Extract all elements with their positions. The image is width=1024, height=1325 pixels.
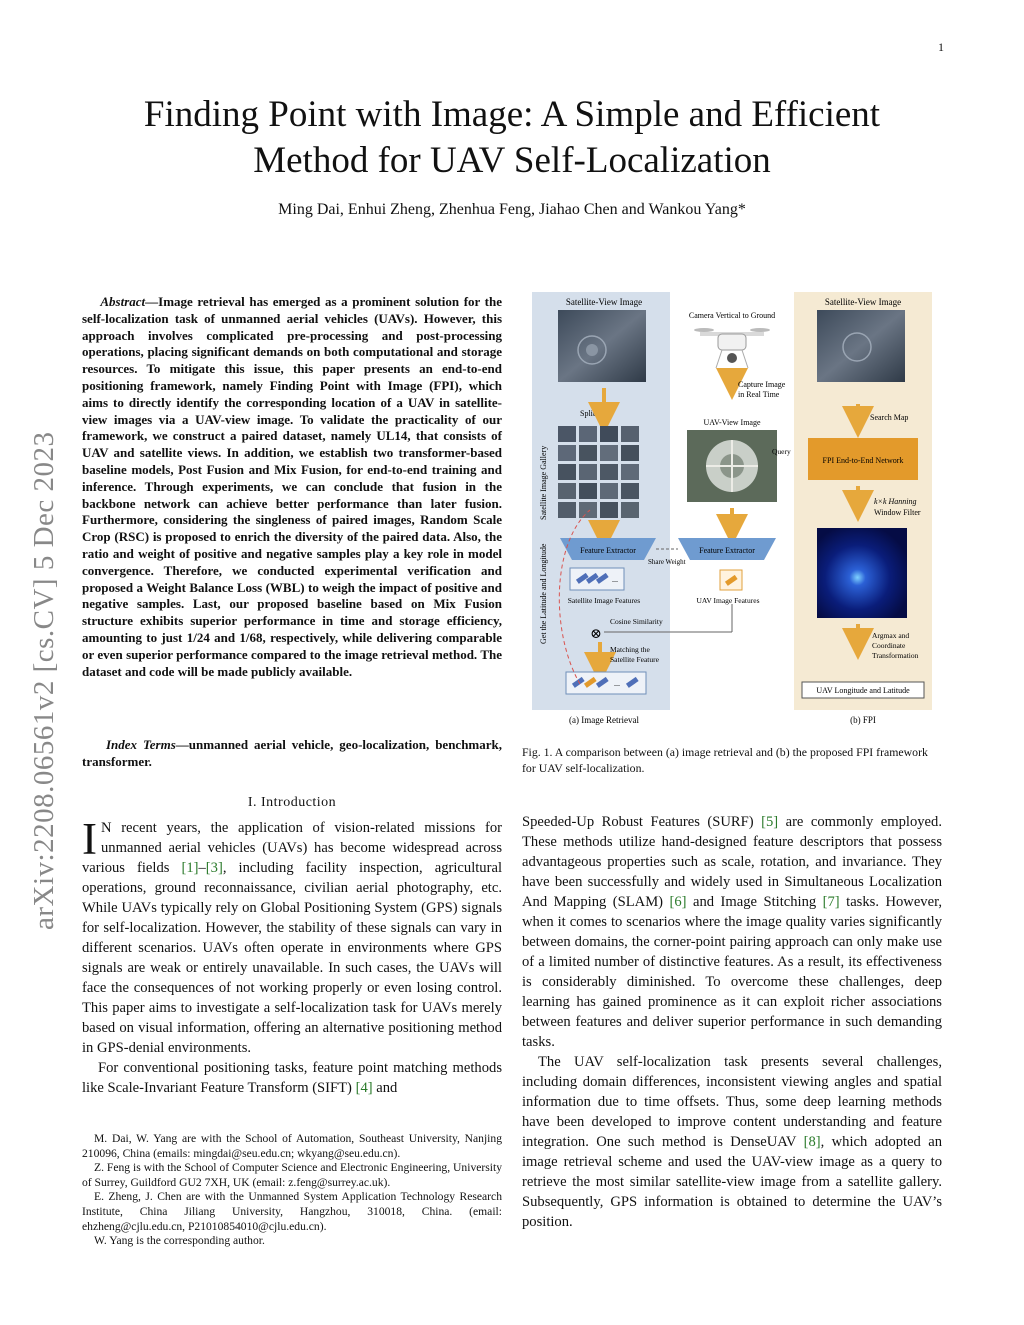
svg-text:Feature Extractor: Feature Extractor	[699, 546, 755, 555]
intro-column	[82, 814, 502, 1098]
right-paragraph-2: The UAV self-localization task presents several challenges, including domain differences, inconsistent viewing angles and spatial information due to time offsets. Thus, some deep learning methods have been developed to improve content understanding and feature integration. One such method is DenseUAV [8], which adopted an image retrieval scheme and used the UAV-view image as a query to retrieve the most similar satellite-view image from a satellite gallery. Subsequently, GPS information is obtained to determine the UAV’s position.	[522, 1054, 942, 1230]
capture-label-1: Capture Image	[738, 380, 786, 389]
citation-link[interactable]: [5]	[761, 814, 779, 830]
matching-label-2: Satellite Feature	[610, 655, 659, 664]
camera-label: Camera Vertical to Ground	[688, 311, 776, 320]
split-label: Split	[580, 409, 596, 418]
authors: Ming Dai, Enhui Zheng, Zhenhua Feng, Jiahao Chen and Wankou Yang*	[278, 201, 746, 218]
index-terms-label: Index Terms	[105, 737, 176, 752]
footnotes	[82, 1132, 502, 1249]
argmax-label-2: Coordinate	[872, 641, 906, 650]
section-heading: I. Introduction	[247, 795, 337, 810]
intro-paragraph-2: For conventional positioning tasks, feature point matching methods like Scale-Invariant Feature Transform (SIFT) [4] and	[82, 1060, 502, 1096]
cosine-label: Cosine Similarity	[610, 617, 663, 626]
gallery-label: Satellite Image Gallery	[539, 445, 548, 520]
paper-title	[60, 92, 964, 184]
figure-diagram	[532, 292, 932, 732]
footnote: Z. Feng is with the School of Computer Science and Electronic Engineering, University of Surrey, Guildford GU2 7XH, UK (email: z.feng@surrey.ac.uk).	[82, 1161, 502, 1189]
citation-link[interactable]: [4]	[355, 1080, 373, 1096]
label-b: (b) FPI	[850, 715, 876, 725]
hanning-label-1: k×k Hanning	[874, 497, 917, 506]
index-terms-text: —unmanned aerial vehicle, geo-localization, benchmark, transformer.	[82, 737, 503, 769]
index-terms	[82, 737, 502, 771]
footnote: E. Zheng, J. Chen are with the Unmanned System Application Technology Research Institute, China Jiliang University, Hangzhou, 310018, China. (email: ehzheng@cjlu.edu.cn, P21010854010@cjlu.edu.cn).	[82, 1190, 502, 1233]
uav-view-label: UAV-View Image	[703, 418, 761, 427]
title-line-1: Finding Point with Image: A Simple and Efficient	[143, 94, 881, 135]
matching-label-1: Matching the	[610, 645, 650, 654]
drop-cap: I	[82, 814, 97, 864]
sat-view-label-a: Satellite-View Image	[565, 297, 643, 307]
label-a: (a) Image Retrieval	[569, 715, 639, 725]
share-weight-label: Share Weight	[648, 558, 686, 566]
abstract-text: —Image retrieval has emerged as a prominent solution for the self-localization task of unmanned aerial vehicles (UAVs). However, this approach involves complicated pre-processing and post-processing operations, placing significant demands on both computational and storage resources. To mitigate this issue, this paper presents an end-to-end positioning framework, namely Finding Point with Image (FPI), which aims to directly identify the corresponding location of a UAV in satellite-view images via a UAV-view image. To validate the practicality of our framework, we construct a paired dataset, namely UL14, that consists of UAV and satellite views. In addition, we establish two transformer-based baseline models, Post Fusion and Mix Fusion, for end-to-end training and inference. Through experiments, we can conclude that fusion in the backbone network can achieve better performance than later fusion. Furthermore, considering the singleness of paired images, Random Scale Crop (RSC) is proposed to enrich the diversity of the paired data. Also, the ratio and weight of positive and negative samples play a key role in model convergence. Therefore, we conducted experimental verification and proposed a Weight Balance Loss (WBL) to weigh the impact of positive and negative samples. Last, our proposed baseline based on Mix Fusion structure exhibits superior performance in time and storage efficiency, amounting to just 1/24 and 1/68, respectively, while delivering comparable or even superior performance compared to the image retrieval method. The dataset and code will be made publicly available.	[82, 294, 503, 679]
sat-view-label-b: Satellite-View Image	[824, 297, 902, 307]
right-column	[522, 812, 942, 1232]
svg-text:...: ...	[614, 679, 620, 688]
figure-caption: Fig. 1. A comparison between (a) image retrieval and (b) the proposed FPI framework for UAV self-localization.	[522, 745, 928, 775]
citation-link[interactable]: [3]	[205, 860, 223, 876]
svg-text:...: ...	[612, 575, 618, 584]
page-number: 1	[938, 40, 944, 54]
latlon-vertical-label: Get the Latitude and Longitude	[539, 543, 548, 644]
satellite-image-b	[817, 310, 905, 382]
query-label: Query	[772, 447, 791, 456]
drone-icon	[694, 328, 770, 368]
uav-features-label: UAV Image Features	[696, 596, 760, 605]
abstract	[82, 294, 502, 680]
footnote: W. Yang is the corresponding author.	[94, 1234, 265, 1248]
argmax-label-3: Transformation	[872, 651, 919, 660]
search-map-label: Search Map	[870, 413, 909, 422]
argmax-label-1: Argmax and	[872, 631, 910, 640]
arxiv-stamp-text: arXiv:2208.06561v2 [cs.CV] 5 Dec 2023	[28, 431, 60, 930]
title-line-2: Method for UAV Self-Localization	[253, 140, 771, 181]
citation-link[interactable]: [1]	[181, 860, 199, 876]
capture-label-2: in Real Time	[738, 390, 780, 399]
otimes-icon: ⊗	[590, 627, 602, 642]
abstract-label: Abstract	[100, 294, 146, 309]
intro-paragraph-1: I N recent years, the application of vision-related missions for unmanned aerial vehicles (UAVs) has become widespread across various fields [1]–[3], including facility inspection, agricultural operations, ground reconnaissance, civilian aerial photography, etc. While UAVs typically rely on Global Positioning System (GPS) signals for self-localization. However, the stability of these signals can vary in different scenarios. UAVs often operate in environments where GPS signals are weak or entirely unavailable. In such cases, the UAVs will face the consequences of not working properly or even losing control. This paper aims to investigate a self-localization task for UAVs merely based on visual information, offering an alternative positioning method in GPS-denial environments.	[82, 814, 502, 1056]
svg-text:Feature Extractor: Feature Extractor	[580, 546, 636, 555]
hanning-label-2: Window Filter	[874, 508, 921, 517]
heatmap-image	[817, 528, 907, 618]
satellite-image-a	[558, 310, 646, 382]
right-paragraph-1: Speeded-Up Robust Features (SURF) [5] are commonly employed. These methods utilize hand-designed feature descriptors that possess advantageous properties such as scale, rotation, and invariance. They have been successfully and widely used in Simultaneous Localization And Mapping (SLAM) [6] and Image Stitching [7] tasks. However, when it comes to scenarios where the image quality varies significantly between domains, the corner-point pairing approach can only make use of a limited number of distinctive features. As a result, its effectiveness is considerably diminished. To overcome these challenges, deep learning has gained prominence as it can exploit richer associations between features and deliver superior performance in such demanding tasks.	[522, 814, 942, 1050]
svg-text:FPI End-to-End Network: FPI End-to-End Network	[822, 456, 904, 465]
citation-link[interactable]: [8]	[803, 1134, 821, 1150]
citation-link[interactable]: [7]	[822, 894, 840, 910]
svg-text:UAV Longitude and Latitude: UAV Longitude and Latitude	[816, 686, 910, 695]
sat-features-label: Satellite Image Features	[567, 596, 641, 605]
footnote: M. Dai, W. Yang are with the School of Automation, Southeast University, Nanjing 210096, China (emails: mingdai@seu.edu.cn; wkyang@seu.edu.cn).	[82, 1132, 502, 1160]
figure-1	[532, 292, 932, 732]
citation-link[interactable]: [6]	[669, 894, 687, 910]
